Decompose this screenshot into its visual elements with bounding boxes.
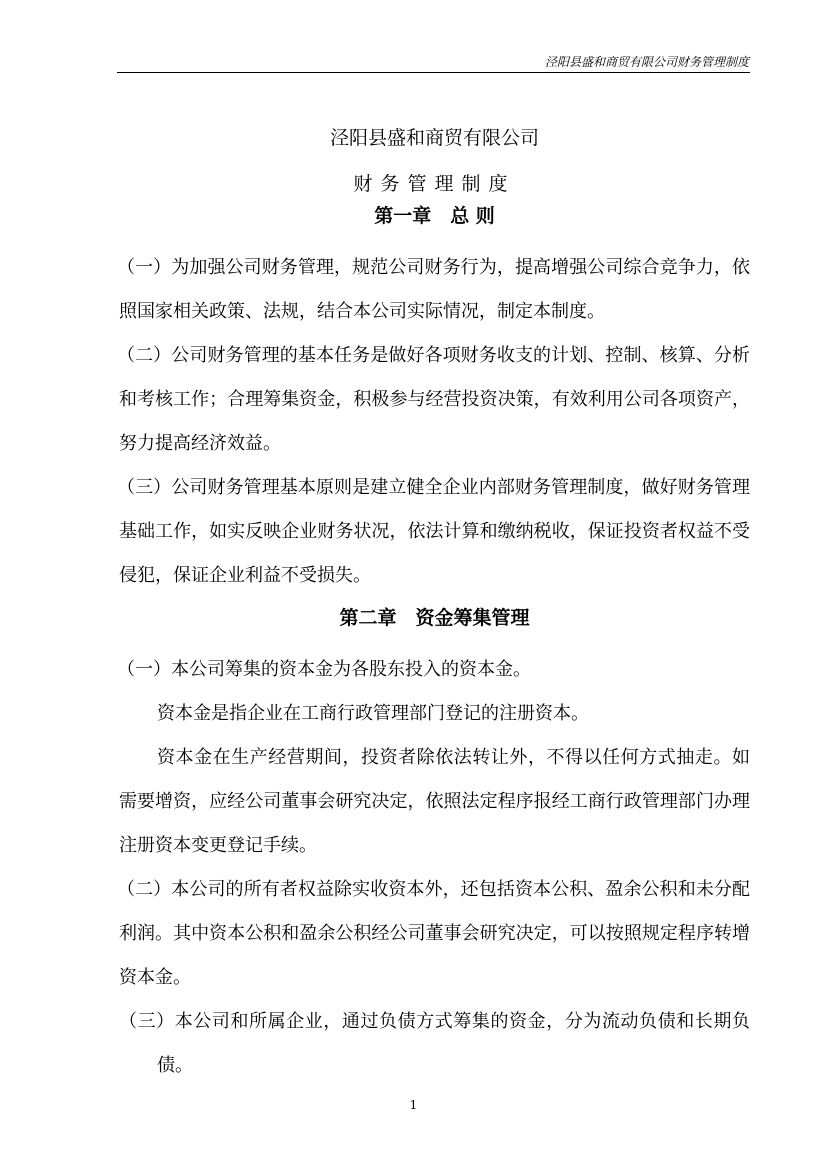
chapter-1-title: 第一章 总 则 xyxy=(374,205,495,227)
chapter-2-paragraph-2: 资本金是指企业在工商行政管理部门登记的注册资本。 xyxy=(157,703,589,724)
header-divider xyxy=(117,72,750,73)
chapter-2-paragraph-5: （三）本公司和所属企业，通过负债方式筹集的资金，分为流动负债和长期负债。 xyxy=(119,1011,750,1076)
running-header: 泾阳县盛和商贸有限公司财务管理制度 xyxy=(544,55,749,69)
document-title: 财务管理制度 xyxy=(353,173,516,195)
company-name: 泾阳县盛和商贸有限公司 xyxy=(329,127,539,149)
chapter-2-paragraph-1: （一）本公司筹集的资本金为各股东投入的资本金。 xyxy=(117,659,531,680)
chapter-1-paragraph-2: （二）公司财务管理的基本任务是做好各项财务收支的计划、控制、核算、分析和考核工作；合理筹集资金，积极参与经营投资决策，有效利用公司各项资产，努力提高经济效益。 xyxy=(117,345,750,454)
document-body xyxy=(119,124,750,1088)
chapter-2-paragraph-3: 资本金在生产经营期间，投资者除依法转让外，不得以任何方式抽走。如需要增资，应经公司董事会研究决定，依照法定程序报经工商行政管理部门办理注册资本变更登记手续。 xyxy=(119,747,750,856)
chapter-1-paragraph-3: （三）公司财务管理基本原则是建立健全企业内部财务管理制度，做好财务管理基础工作，如实反映企业财务状况，依法计算和缴纳税收，保证投资者权益不受侵犯，保证企业利益不受损失。 xyxy=(117,477,750,586)
page-number: 1 xyxy=(409,1098,418,1112)
chapter-1-paragraph-1: （一）为加强公司财务管理，规范公司财务行为，提高增强公司综合竞争力，依照国家相关政策、法规，结合本公司实际情况，制定本制度。 xyxy=(117,257,750,322)
chapter-2-paragraph-4: （二）本公司的所有者权益除实收资本外，还包括资本公积、盈余公积和未分配利润。其中资本公积和盈余公积经公司董事会研究决定，可以按照规定程序转增资本金。 xyxy=(117,879,750,988)
chapter-2-title: 第二章 资金筹集管理 xyxy=(339,607,530,629)
